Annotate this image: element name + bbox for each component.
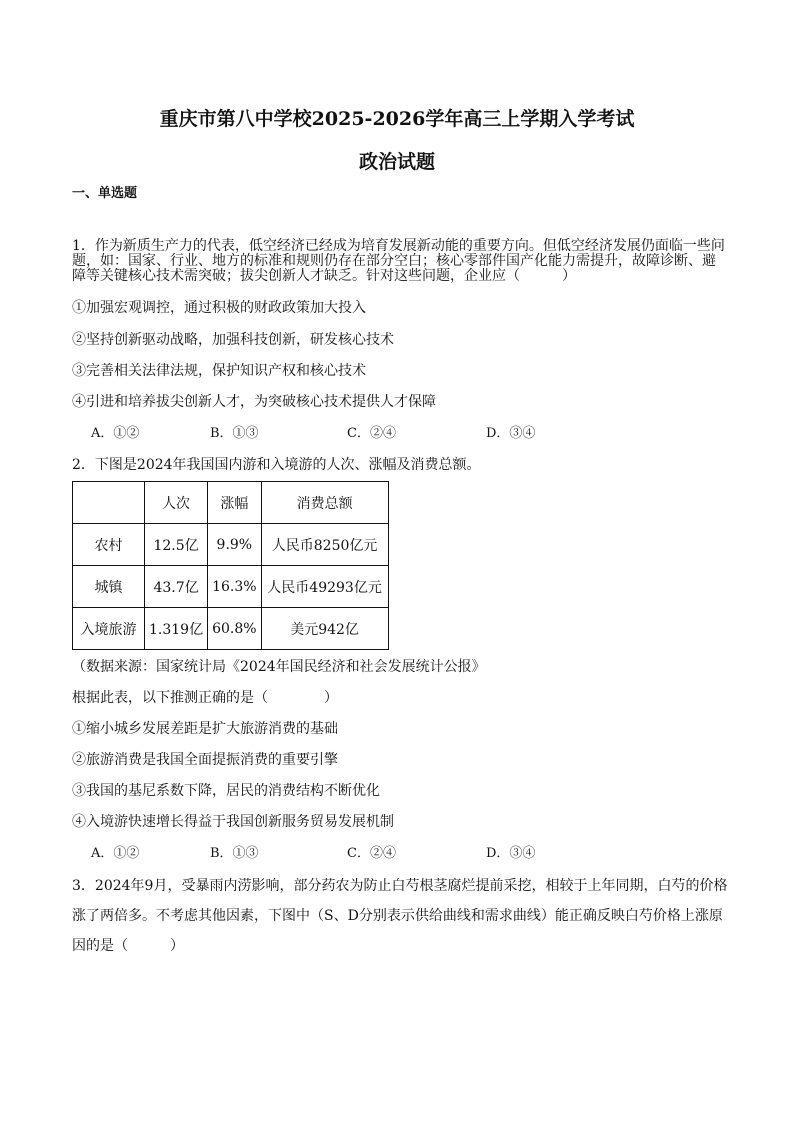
table-cell: 1.319亿 — [145, 608, 208, 650]
q3-stem-line: 涨了两倍多。不考虑其他因素，下图中（S、D分别表示供给曲线和需求曲线）能正确反映白芍价格上涨原 — [72, 908, 723, 924]
tourism-table — [72, 481, 389, 650]
table-cell: 人民币8250亿元 — [261, 524, 388, 566]
table-row — [73, 608, 389, 650]
q1-choice-a[interactable]: A．①② — [91, 426, 140, 441]
table-row — [73, 566, 389, 608]
q2-question: 根据此表，以下推测正确的是（ ） — [72, 690, 338, 706]
q1-stem-line: 障等关键核心技术需突破；拔尖创新人才缺乏。针对这些问题，企业应（ ） — [72, 268, 576, 284]
table-cell: 60.8% — [208, 608, 261, 650]
table-cell: 12.5亿 — [145, 524, 208, 566]
q1-choice-c[interactable]: C．②④ — [347, 426, 396, 441]
table-cell: 人民币49293亿元 — [261, 566, 388, 608]
page-subtitle: 政治试题 — [358, 151, 435, 173]
table-cell: 入境旅游 — [73, 608, 145, 650]
table-cell: 16.3% — [208, 566, 261, 608]
q2-source-note: （数据来源：国家统计局《2024年国民经济和社会发展统计公报》 — [72, 659, 486, 675]
q2-option-1: ①缩小城乡发展差距是扩大旅游消费的基础 — [72, 721, 338, 737]
section-heading: 一、单选题 — [72, 186, 138, 201]
table-header-cell: 人次 — [145, 482, 208, 524]
table-cell: 美元942亿 — [261, 608, 388, 650]
q1-option-3: ③完善相关法律法规，保护知识产权和核心技术 — [72, 363, 366, 379]
q1-stem-line: 题，如：国家、行业、地方的标准和规则仍存在部分空白；核心零部件国产化能力需提升，故障诊断、避 — [72, 253, 716, 269]
table-cell: 农村 — [73, 524, 145, 566]
page-title: 重庆市第八中学校2025-2026学年高三上学期入学考试 — [159, 108, 635, 130]
q1-option-2: ②坚持创新驱动战略，加强科技创新，研发核心技术 — [72, 332, 394, 348]
q2-option-2: ②旅游消费是我国全面提振消费的重要引擎 — [72, 752, 338, 768]
q2-choice-c[interactable]: C．②④ — [347, 846, 396, 861]
q2-option-4: ④入境游快速增长得益于我国创新服务贸易发展机制 — [72, 814, 394, 830]
q2-intro: 2．下图是2024年我国国内游和入境游的人次、涨幅及消费总额。 — [72, 457, 481, 473]
q2-choice-b[interactable]: B．①③ — [210, 846, 259, 861]
table-header-cell — [73, 482, 145, 524]
q1-option-4: ④引进和培养拔尖创新人才，为突破核心技术提供人才保障 — [72, 394, 436, 410]
table-cell: 9.9% — [208, 524, 261, 566]
q2-choice-a[interactable]: A．①② — [91, 846, 140, 861]
q1-choice-b[interactable]: B．①③ — [210, 426, 259, 441]
q1-stem-line: 1．作为新质生产力的代表，低空经济已经成为培育发展新动能的重要方向。但低空经济发展仍面临一些问 — [72, 238, 725, 254]
q2-option-3: ③我国的基尼系数下降，居民的消费结构不断优化 — [72, 783, 380, 799]
q1-option-1: ①加强宏观调控，通过积极的财政政策加大投入 — [72, 300, 366, 316]
q2-choice-d[interactable]: D．③④ — [486, 846, 536, 861]
table-row — [73, 524, 389, 566]
q1-choice-d[interactable]: D．③④ — [486, 426, 536, 441]
table-header-row — [73, 482, 389, 524]
table-cell: 43.7亿 — [145, 566, 208, 608]
q3-stem-line: 因的是（ ） — [72, 938, 184, 954]
table-header-cell: 消费总额 — [261, 482, 388, 524]
table-cell: 城镇 — [73, 566, 145, 608]
q3-stem-line: 3．2024年9月，受暴雨内涝影响，部分药农为防止白芍根茎腐烂提前采挖，相较于上年同期，白芍的价格 — [72, 878, 728, 894]
table-header-cell: 涨幅 — [208, 482, 261, 524]
